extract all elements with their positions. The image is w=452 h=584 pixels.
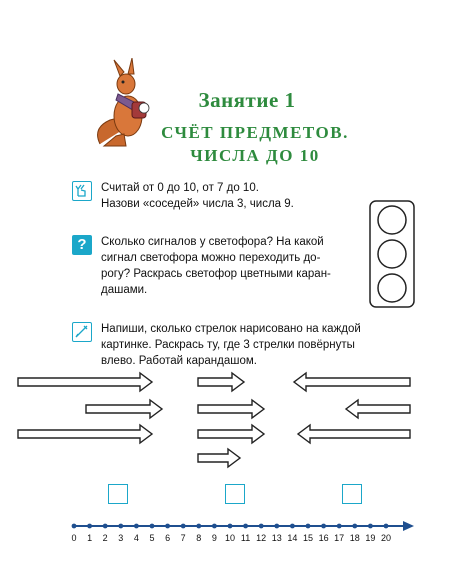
signal-red bbox=[378, 206, 406, 234]
arrow bbox=[346, 400, 410, 418]
arrow bbox=[198, 373, 244, 391]
number-line-dot bbox=[196, 524, 201, 529]
arrow bbox=[18, 425, 152, 443]
answer-box-3[interactable] bbox=[342, 484, 362, 504]
arrow-group-2 bbox=[198, 373, 264, 467]
number-line-label: 1 bbox=[87, 533, 93, 543]
arrow bbox=[198, 425, 264, 443]
number-line-label: 5 bbox=[149, 533, 155, 543]
number-line-label: 9 bbox=[211, 533, 217, 543]
number-line-dot bbox=[72, 524, 77, 529]
number-line-dot bbox=[165, 524, 170, 529]
question-icon: ? bbox=[72, 235, 92, 255]
hand-counting-icon bbox=[72, 181, 92, 201]
answer-box-2[interactable] bbox=[225, 484, 245, 504]
number-line-label: 2 bbox=[102, 533, 108, 543]
number-line-dot bbox=[118, 524, 123, 529]
number-line-label: 0 bbox=[71, 533, 77, 543]
number-line-dot bbox=[352, 524, 357, 529]
number-line-label: 3 bbox=[118, 533, 124, 543]
number-line bbox=[60, 518, 420, 534]
number-line-dot bbox=[337, 524, 342, 529]
number-line-dot bbox=[103, 524, 108, 529]
number-line-dot bbox=[87, 524, 92, 529]
number-line-label: 15 bbox=[302, 533, 313, 543]
number-line-label: 18 bbox=[349, 533, 360, 543]
number-line-label: 11 bbox=[240, 533, 251, 543]
number-line-label: 6 bbox=[165, 533, 171, 543]
number-line-label: 12 bbox=[256, 533, 267, 543]
number-line-dot bbox=[259, 524, 264, 529]
number-line-dot bbox=[134, 524, 139, 529]
number-line-label: 20 bbox=[380, 533, 391, 543]
number-line-label: 4 bbox=[133, 533, 139, 543]
signal-green bbox=[378, 274, 406, 302]
number-line-dot bbox=[243, 524, 248, 529]
number-line-label: 19 bbox=[365, 533, 376, 543]
arrows-area bbox=[0, 368, 452, 473]
answer-box-1[interactable] bbox=[108, 484, 128, 504]
number-line-label: 14 bbox=[287, 533, 298, 543]
number-line-label: 10 bbox=[224, 533, 235, 543]
number-line-dot bbox=[212, 524, 217, 529]
number-line-label: 13 bbox=[271, 533, 282, 543]
number-line-label: 17 bbox=[334, 533, 345, 543]
lesson-title: Занятие 1 bbox=[198, 88, 296, 112]
arrow bbox=[86, 400, 162, 418]
pencil-checkbox-icon bbox=[72, 322, 92, 342]
number-line-dot bbox=[306, 524, 311, 529]
arrow-group-3 bbox=[294, 373, 410, 443]
topic-line-2: ЧИСЛА ДО 10 bbox=[190, 146, 320, 165]
arrow bbox=[298, 425, 410, 443]
arrow bbox=[198, 449, 240, 467]
number-line-dot bbox=[321, 524, 326, 529]
number-line-dot bbox=[368, 524, 373, 529]
number-line-dot bbox=[228, 524, 233, 529]
number-line-label: 8 bbox=[196, 533, 202, 543]
arrow bbox=[198, 400, 264, 418]
number-line-label: 16 bbox=[318, 533, 329, 543]
arrow bbox=[18, 373, 152, 391]
arrow-group-1 bbox=[18, 373, 162, 443]
number-line-dot bbox=[384, 524, 389, 529]
task-1-text: Считай от 0 до 10, от 7 до 10. Назови «соседей» числа 3, числа 9. bbox=[101, 182, 294, 210]
number-line-dot bbox=[274, 524, 279, 529]
number-line-dot bbox=[181, 524, 186, 529]
traffic-light[interactable] bbox=[368, 199, 416, 309]
number-line-dot bbox=[290, 524, 295, 529]
signal-yellow bbox=[378, 240, 406, 268]
topic-title bbox=[140, 121, 370, 167]
task-3-text: Напиши, сколько стрелок нарисовано на каждой картинке. Раскрась ту, где 3 стрелки повёрнуты влево. Работай карандашом. bbox=[101, 323, 361, 367]
task-2-text: Сколько сигналов у светофора? На какой сигнал светофора можно переходить до- рогу? Раскрась светофор цветными каран- дашами. bbox=[101, 236, 331, 296]
number-line-dot bbox=[150, 524, 155, 529]
number-line-label: 7 bbox=[180, 533, 186, 543]
topic-line-1: СЧЁТ ПРЕДМЕТОВ. bbox=[161, 123, 349, 142]
arrow bbox=[294, 373, 410, 391]
